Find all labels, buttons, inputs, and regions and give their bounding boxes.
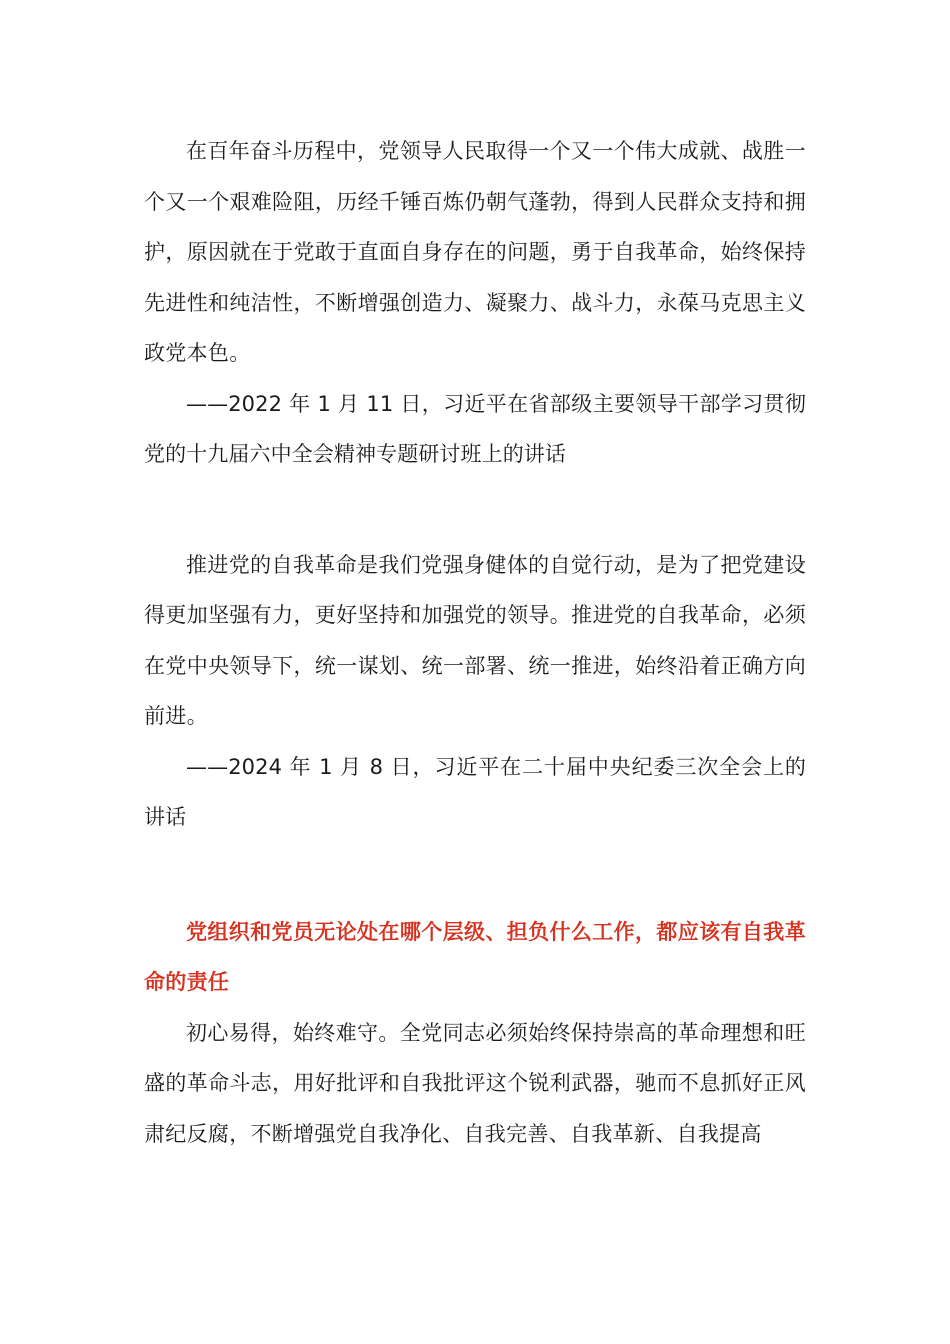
quote-1-source: ——2022 年 1 月 11 日，习近平在省部级主要领导干部学习贯彻党的十九届六中全会精神专题研讨班上的讲话 bbox=[144, 391, 806, 466]
section-body: 初心易得，始终难守。全党同志必须始终保持崇高的革命理想和旺盛的革命斗志，用好批评和自我批评这个锐利武器，驰而不息抓好正风肃纪反腐，不断增强党自我净化、自我完善、自我革新、自我提高 bbox=[144, 1020, 806, 1146]
quote-2-text: 推进党的自我革命是我们党强身健体的自觉行动，是为了把党建设得更加坚强有力，更好坚持和加强党的领导。推进党的自我革命，必须在党中央领导下，统一谋划、统一部署、统一推进，始终沿着正确方向前进。 bbox=[144, 552, 806, 728]
section-heading: 党组织和党员无论处在哪个层级、担负什么工作，都应该有自我革命的责任 bbox=[144, 919, 806, 994]
quote-2-source: ——2024 年 1 月 8 日，习近平在二十届中央纪委三次全会上的讲话 bbox=[144, 754, 806, 829]
quote-1-text: 在百年奋斗历程中，党领导人民取得一个又一个伟大成就、战胜一个又一个艰难险阻，历经千锤百炼仍朝气蓬勃，得到人民群众支持和拥护，原因就在于党敢于直面自身存在的问题，勇于自我革命，始终保持先进性和纯洁性，不断增强创造力、凝聚力、战斗力，永葆马克思主义政党本色。 bbox=[144, 139, 806, 365]
paragraph-spacer bbox=[144, 480, 806, 540]
section-spacer bbox=[144, 843, 806, 907]
document-page bbox=[144, 126, 806, 1159]
